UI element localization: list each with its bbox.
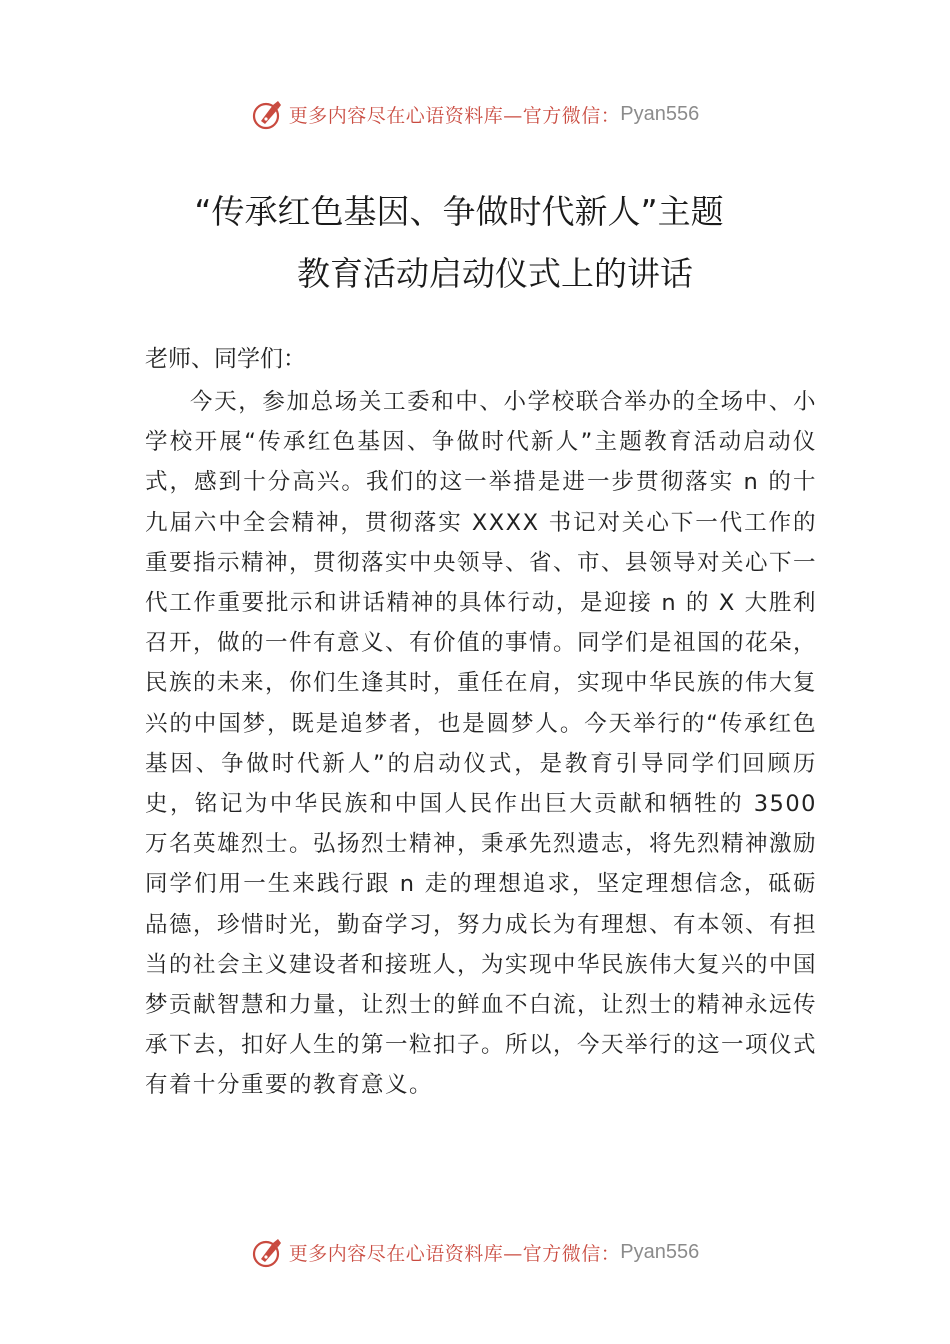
- document-title-line-2: 教育活动启动仪式上的讲话: [297, 254, 693, 293]
- document-title-line-1: “传承红色基因、争做时代新人”主题: [194, 192, 724, 231]
- wechat-id: Pyan556: [620, 102, 700, 125]
- banner-text: 更多内容尽在心语资料库—官方微信：: [288, 1242, 621, 1265]
- speech-paragraph: 今天，参加总场关工委和中、小学校联合举办的全场中、小学校开展“传承红色基因、争做时代新人”主题教育活动启动仪式，感到十分高兴。我们的这一举措是进一步贯彻落实 n 的十九届六中全会精神，贯彻落实 XXXX 书记对关心下一代工作的重要指示精神，贯彻落实中央领导、省、市、县领导对关心下一代工作重要批示和讲话精神的具体行动，是迎接 n 的 X 大胜利召开，做的一件有意义、有价值的事情。同学们是祖国的花朵，民族的未来，你们生逢其时，重任在肩，实现中华民族的伟大复兴的中国梦，既是追梦者，也是圆梦人。今天举行的“传承红色基因、争做时代新人”的启动仪式，是教育引导同学们回顾历史，铭记为中华民族和中国人民作出巨大贡献和牺牲的 3500 万名英雄烈士。弘扬烈士精神，秉承先烈遗志，将先烈精神激励同学们用一生来践行跟 n 走的理想追求，坚定理想信念，砥砺品德，珍惜时光，勤奋学习，努力成长为有理想、有本领、有担当的社会主义建设者和接班人，为实现中华民族伟大复兴的中国梦贡献智慧和力量，让烈士的鲜血不白流，让烈士的精神永远传承下去，扣好人生的第一粒扣子。所以，今天举行的这一项仪式有着十分重要的教育意义。: [145, 389, 818, 1099]
- pen-nib-logo-icon: [251, 1235, 285, 1269]
- footer-banner: [0, 1232, 950, 1272]
- banner-text: 更多内容尽在心语资料库—官方微信：: [288, 104, 621, 127]
- header-banner: [0, 94, 950, 134]
- salutation: 老师、同学们：: [145, 346, 306, 372]
- wechat-id: Pyan556: [620, 1240, 700, 1263]
- pen-nib-logo-icon: [251, 97, 285, 131]
